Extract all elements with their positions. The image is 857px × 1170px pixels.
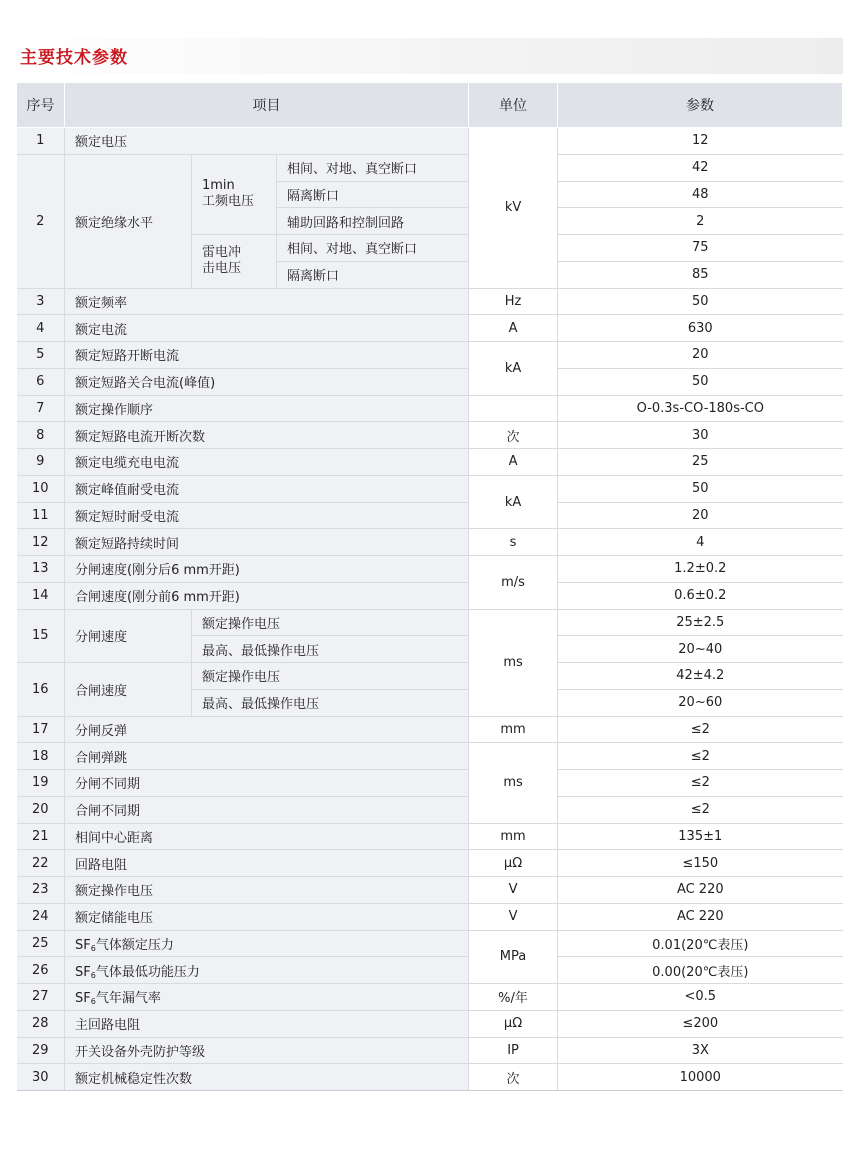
- table-row: [17, 529, 843, 556]
- row-unit: IP: [469, 1037, 558, 1064]
- row-seq: 18: [17, 743, 65, 770]
- row-subitem: 最高、最低操作电压: [192, 636, 469, 663]
- row-seq: 14: [17, 582, 65, 609]
- sf-label: SF: [75, 937, 91, 953]
- subscript: 6: [90, 997, 96, 1007]
- row-value: AC 220: [558, 877, 843, 904]
- table-row: [17, 502, 843, 529]
- row-item: 额定储能电压: [65, 903, 469, 930]
- row-value: 1.2±0.2: [558, 556, 843, 583]
- row-unit: A: [469, 449, 558, 476]
- sf-label: SF: [75, 991, 91, 1007]
- table-row: [17, 1064, 843, 1091]
- row-item: 额定绝缘水平: [65, 154, 192, 288]
- row-unit: A: [469, 315, 558, 342]
- row-item: 分闸不同期: [65, 770, 469, 797]
- table-row: [17, 395, 843, 422]
- row-value: 4: [558, 529, 843, 556]
- table-row: [17, 288, 843, 315]
- row-subitem: 相间、对地、真空断口: [277, 154, 469, 181]
- table-row: [17, 422, 843, 449]
- row-subitem: 隔离断口: [277, 181, 469, 208]
- row-unit: μΩ: [469, 1010, 558, 1037]
- row-item: 合闸弹跳: [65, 743, 469, 770]
- row-value: 0.00(20℃表压): [558, 957, 843, 984]
- row-seq: 30: [17, 1064, 65, 1091]
- row-seq: 1: [17, 128, 65, 155]
- row-item: 主回路电阻: [65, 1010, 469, 1037]
- row-value: ≤150: [558, 850, 843, 877]
- row-item: 额定电压: [65, 128, 469, 155]
- table-row: [17, 663, 843, 690]
- row-value: 25: [558, 449, 843, 476]
- table-row: [17, 128, 843, 155]
- row-item: 分闸速度(刚分后6 mm开距): [65, 556, 469, 583]
- row-value: 50: [558, 368, 843, 395]
- table-row: [17, 903, 843, 930]
- table-row: [17, 796, 843, 823]
- subscript: 6: [90, 943, 96, 953]
- row-unit: kA: [469, 342, 558, 396]
- item-text: 气体最低功能压力: [95, 964, 200, 980]
- row-value: 630: [558, 315, 843, 342]
- row-seq: 11: [17, 502, 65, 529]
- row-item: 相间中心距离: [65, 823, 469, 850]
- row-subgroup: 雷电冲 击电压: [192, 235, 277, 289]
- row-value: 85: [558, 261, 843, 288]
- row-seq: 15: [17, 609, 65, 663]
- table-row: [17, 877, 843, 904]
- row-seq: 19: [17, 770, 65, 797]
- page-title: 主要技术参数: [20, 48, 128, 68]
- row-value: 42±4.2: [558, 663, 843, 690]
- row-seq: 17: [17, 716, 65, 743]
- row-seq: 16: [17, 663, 65, 717]
- row-subitem: 隔离断口: [277, 261, 469, 288]
- header-item: 项目: [65, 83, 469, 128]
- table-row: [17, 1037, 843, 1064]
- row-seq: 22: [17, 850, 65, 877]
- row-unit: %/年: [469, 984, 558, 1011]
- row-value: 12: [558, 128, 843, 155]
- row-item: 额定短路持续时间: [65, 529, 469, 556]
- row-value: 10000: [558, 1064, 843, 1091]
- row-item: 额定短时耐受电流: [65, 502, 469, 529]
- table-row: [17, 823, 843, 850]
- row-item: 开关设备外壳防护等级: [65, 1037, 469, 1064]
- row-seq: 3: [17, 288, 65, 315]
- row-seq: 29: [17, 1037, 65, 1064]
- row-value: 48: [558, 181, 843, 208]
- row-value: ≤2: [558, 716, 843, 743]
- table-row: [17, 342, 843, 369]
- table-row: [17, 957, 843, 984]
- row-unit: kV: [469, 128, 558, 289]
- row-value: 20~60: [558, 689, 843, 716]
- row-value: 50: [558, 475, 843, 502]
- row-seq: 21: [17, 823, 65, 850]
- row-unit: [469, 395, 558, 422]
- table-row: [17, 984, 843, 1011]
- row-unit: s: [469, 529, 558, 556]
- row-value: 0.6±0.2: [558, 582, 843, 609]
- row-item: 额定频率: [65, 288, 469, 315]
- row-unit: mm: [469, 716, 558, 743]
- row-seq: 20: [17, 796, 65, 823]
- row-item: 回路电阻: [65, 850, 469, 877]
- row-unit: V: [469, 877, 558, 904]
- row-item: 额定操作电压: [65, 877, 469, 904]
- row-value: 2: [558, 208, 843, 235]
- row-unit: μΩ: [469, 850, 558, 877]
- row-value: ≤200: [558, 1010, 843, 1037]
- row-seq: 24: [17, 903, 65, 930]
- row-unit: ms: [469, 609, 558, 716]
- table-row: [17, 743, 843, 770]
- table-row: [17, 609, 843, 636]
- row-item: 合闸速度(刚分前6 mm开距): [65, 582, 469, 609]
- row-seq: 27: [17, 984, 65, 1011]
- row-subitem: 辅助回路和控制回路: [277, 208, 469, 235]
- row-value: O-0.3s-CO-180s-CO: [558, 395, 843, 422]
- row-seq: 5: [17, 342, 65, 369]
- row-item: 分闸速度: [65, 609, 192, 663]
- row-value: 3X: [558, 1037, 843, 1064]
- row-item: 额定峰值耐受电流: [65, 475, 469, 502]
- header-seq: 序号: [17, 83, 65, 128]
- row-item: 额定电缆充电电流: [65, 449, 469, 476]
- row-unit: V: [469, 903, 558, 930]
- row-value: 20~40: [558, 636, 843, 663]
- row-subitem: 相间、对地、真空断口: [277, 235, 469, 262]
- row-value: 75: [558, 235, 843, 262]
- table-row: [17, 368, 843, 395]
- table-row: [17, 770, 843, 797]
- row-item: [65, 984, 469, 1011]
- row-seq: 7: [17, 395, 65, 422]
- row-value: <0.5: [558, 984, 843, 1011]
- row-unit: 次: [469, 1064, 558, 1091]
- item-text: 气体额定压力: [95, 937, 174, 953]
- row-value: ≤2: [558, 770, 843, 797]
- header-unit: 单位: [469, 83, 558, 128]
- table-row: [17, 930, 843, 957]
- row-seq: 10: [17, 475, 65, 502]
- row-item: 分闸反弹: [65, 716, 469, 743]
- row-unit: MPa: [469, 930, 558, 984]
- row-value: 50: [558, 288, 843, 315]
- row-unit: ms: [469, 743, 558, 823]
- row-subgroup: 1min 工频电压: [192, 154, 277, 234]
- row-item: 额定电流: [65, 315, 469, 342]
- row-seq: 13: [17, 556, 65, 583]
- row-unit: Hz: [469, 288, 558, 315]
- row-seq: 8: [17, 422, 65, 449]
- table-row: [17, 716, 843, 743]
- row-seq: 25: [17, 930, 65, 957]
- row-item: 额定短路电流开断次数: [65, 422, 469, 449]
- table-header-row: [17, 83, 843, 128]
- row-item: 额定短路开断电流: [65, 342, 469, 369]
- spec-table: [16, 82, 843, 1091]
- row-item: [65, 957, 469, 984]
- row-value: ≤2: [558, 796, 843, 823]
- row-seq: 28: [17, 1010, 65, 1037]
- row-value: ≤2: [558, 743, 843, 770]
- row-value: AC 220: [558, 903, 843, 930]
- row-seq: 26: [17, 957, 65, 984]
- row-item: 额定短路关合电流(峰值): [65, 368, 469, 395]
- row-value: 30: [558, 422, 843, 449]
- row-value: 42: [558, 154, 843, 181]
- table-row: [17, 449, 843, 476]
- row-unit: 次: [469, 422, 558, 449]
- row-item: 额定操作顺序: [65, 395, 469, 422]
- row-seq: 4: [17, 315, 65, 342]
- row-subitem: 最高、最低操作电压: [192, 689, 469, 716]
- row-seq: 2: [17, 154, 65, 288]
- subscript: 6: [90, 970, 96, 980]
- row-seq: 6: [17, 368, 65, 395]
- row-value: 20: [558, 502, 843, 529]
- row-subitem: 额定操作电压: [192, 663, 469, 690]
- table-row: [17, 556, 843, 583]
- row-value: 0.01(20℃表压): [558, 930, 843, 957]
- table-row: [17, 1010, 843, 1037]
- table-row: [17, 582, 843, 609]
- row-unit: mm: [469, 823, 558, 850]
- row-value: 20: [558, 342, 843, 369]
- row-seq: 12: [17, 529, 65, 556]
- row-value: 25±2.5: [558, 609, 843, 636]
- item-text: 气年漏气率: [95, 991, 161, 1007]
- row-item: 合闸不同期: [65, 796, 469, 823]
- row-seq: 9: [17, 449, 65, 476]
- row-unit: kA: [469, 475, 558, 529]
- table-row: [17, 475, 843, 502]
- row-item: [65, 930, 469, 957]
- row-unit: m/s: [469, 556, 558, 610]
- row-value: 135±1: [558, 823, 843, 850]
- sf-label: SF: [75, 964, 91, 980]
- row-item: 额定机械稳定性次数: [65, 1064, 469, 1091]
- row-subitem: 额定操作电压: [192, 609, 469, 636]
- table-row: [17, 154, 843, 181]
- header-value: 参数: [558, 83, 843, 128]
- row-seq: 23: [17, 877, 65, 904]
- table-row: [17, 850, 843, 877]
- table-row: [17, 315, 843, 342]
- row-item: 合闸速度: [65, 663, 192, 717]
